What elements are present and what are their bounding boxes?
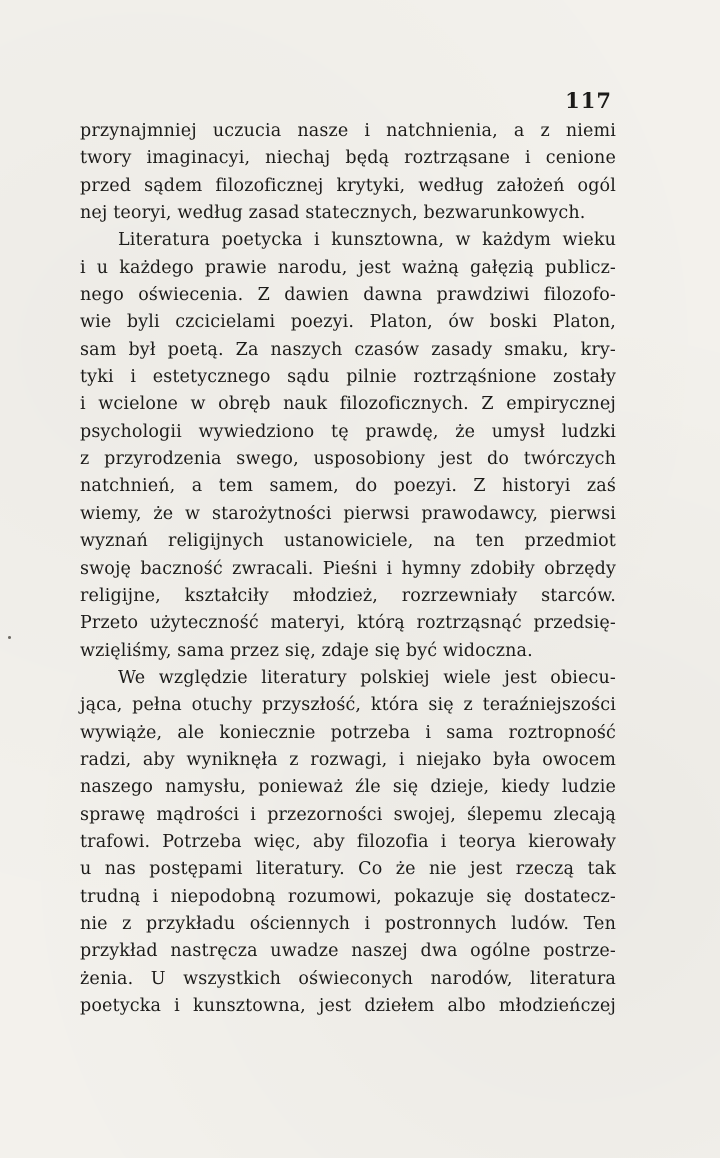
body-text: [80, 118, 616, 1020]
text-line: twory imaginacyi, niechaj będą roztrząsane i cenione: [80, 148, 616, 169]
text-line: natchnień, a tem samem, do poezyi. Z historyi zaś: [80, 476, 616, 497]
text-line: wie byli czcicielami poezyi. Platon, ów boski Platon,: [80, 312, 616, 333]
text-line: swoję baczność zwracali. Pieśni i hymny zdobiły obrzędy: [80, 558, 616, 579]
text-line: naszego namysłu, ponieważ źle się dzieje, kiedy ludzie: [80, 777, 616, 798]
text-line: Literatura poetycka i kunsztowna, w każdym wieku: [118, 230, 616, 251]
text-line: i wcielone w obręb nauk filozoficznych. Z empirycznej: [80, 394, 616, 415]
page-number: 117: [565, 88, 612, 113]
text-line: nie z przykładu ościennych i postronnych ludów. Ten: [80, 913, 616, 934]
text-line: religijne, kształciły młodzież, rozrzewniały starców.: [80, 585, 616, 606]
text-line: wzięliśmy, sama przez się, zdaje się być widoczna.: [80, 640, 533, 661]
text-line: wywiąże, ale koniecznie potrzeba i sama roztropność: [80, 722, 616, 743]
text-line: u nas postępami literatury. Co że nie jest rzeczą tak: [80, 859, 616, 880]
text-line: nego oświecenia. Z dawien dawna prawdziwi filozofo-: [80, 285, 616, 306]
text-line: przed sądem filozoficznej krytyki, według założeń ogól: [80, 175, 616, 196]
text-line: sam był poetą. Za naszych czasów zasady smaku, kry-: [80, 339, 616, 360]
text-line: wyznań religijnych ustanowiciele, na ten przedmiot: [80, 531, 616, 552]
text-line: i u każdego prawie narodu, jest ważną gałęzią publicz-: [80, 257, 616, 278]
text-line: żenia. U wszystkich oświeconych narodów, literatura: [80, 968, 616, 989]
margin-speck: [8, 636, 11, 639]
text-line: jąca, pełna otuchy przyszłość, która się z teraźniejszości: [80, 695, 616, 716]
text-line: radzi, aby wyniknęła z rozwagi, i niejako była owocem: [80, 749, 616, 770]
text-line: Przeto użyteczność materyi, którą roztrząsnąć przedsię-: [80, 613, 616, 634]
text-line: trafowi. Potrzeba więc, aby filozofia i teorya kierowały: [80, 831, 616, 852]
text-line: wiemy, że w starożytności pierwsi prawodawcy, pierwsi: [80, 503, 616, 524]
text-line: przykład nastręcza uwadze naszej dwa ogólne postrze-: [80, 941, 616, 962]
text-line: We względzie literatury polskiej wiele jest obiecu-: [118, 667, 616, 688]
text-line: przynajmniej uczucia nasze i natchnienia, a z niemi: [80, 121, 616, 141]
text-line: sprawę mądrości i przezorności swojej, ślepemu zlecają: [80, 804, 616, 825]
text-line: poetycka i kunsztowna, jest dziełem albo młodzieńczej: [80, 996, 616, 1016]
text-line: nej teoryi, według zasad statecznych, bezwarunkowych.: [80, 203, 586, 224]
text-line: psychologii wywiedziono tę prawdę, że umysł ludzki: [80, 421, 616, 442]
text-line: z przyrodzenia swego, usposobiony jest do twórczych: [80, 449, 616, 470]
text-line: tyki i estetycznego sądu pilnie roztrząśnione zostały: [80, 367, 616, 388]
text-line: trudną i niepodobną rozumowi, pokazuje się dostatecz-: [80, 886, 616, 907]
